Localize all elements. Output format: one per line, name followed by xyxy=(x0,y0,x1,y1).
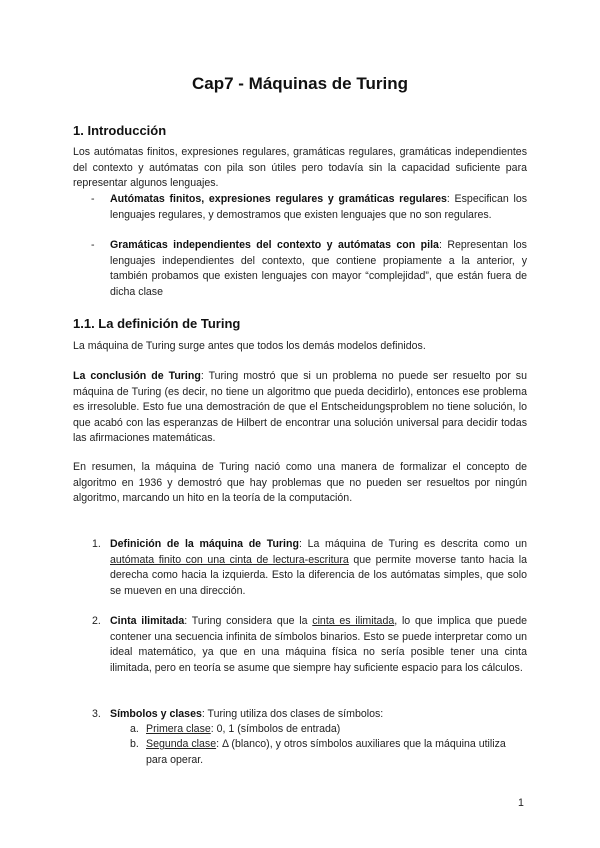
subitem-text: : Δ (blanco), y otros símbolos auxiliares que la máquina utiliza para operar. xyxy=(146,738,506,766)
list-item xyxy=(110,707,527,723)
list-item xyxy=(110,537,527,599)
bullet-marker: - xyxy=(91,193,95,205)
sublist-letter: b. xyxy=(130,738,139,750)
conclusion-paragraph xyxy=(73,369,527,447)
list-number: 2. xyxy=(92,615,101,627)
subitem-text: : 0, 1 (símbolos de entrada) xyxy=(210,723,341,735)
item-text: , lo que implica que puede contener una secuencia infinita de símbolos binarios. Esto se puede interpretar como un ideal matemático, ya que en una máquina física no sería posible tener una cinta ilimitada, pero en teoría se asume que siempre hay suficiente espacio para los cálculos. xyxy=(110,615,528,674)
item-text: : Turing considera que la xyxy=(184,615,313,627)
bullet-text: : Representan los lenguajes independientes del contexto, que contiene propiamente a la anterior, y también probamos que existen lenguajes con mayor “complejidad”, que están fuera de dicha clase xyxy=(110,239,527,298)
item-text: : Turing utiliza dos clases de símbolos: xyxy=(201,708,384,720)
page-title: Cap7 - Máquinas de Turing xyxy=(192,74,408,93)
summary-paragraph: En resumen, la máquina de Turing nació como una manera de formalizar el concepto de algoritmo en 1936 y demostró que hay problemas que no pueden ser resueltos por ningún algoritmo, marcando un hito en la teoría de la computación. xyxy=(73,461,527,505)
bullet-marker: - xyxy=(91,239,95,251)
section-heading-definicion: 1.1. La definición de Turing xyxy=(73,316,241,331)
list-number: 1. xyxy=(92,538,101,550)
bullet-bold: Gramáticas independientes del contexto y autómatas con pila xyxy=(110,239,439,251)
sublist-letter: a. xyxy=(130,723,139,735)
item-bold: Cinta ilimitada xyxy=(110,615,185,627)
bullet-item xyxy=(110,238,527,300)
conclusion-bold: La conclusión de Turing xyxy=(73,370,201,382)
bullet-item xyxy=(110,192,527,223)
bullet-text: : Especifican los lenguajes regulares, y demostramos que existen lenguajes que no son regulares. xyxy=(110,193,528,221)
section-heading-introduccion: 1. Introducción xyxy=(73,123,167,138)
subitem-underline: Segunda clase xyxy=(146,738,217,750)
sublist-item xyxy=(146,737,527,768)
list-item xyxy=(110,614,527,676)
item-text: : La máquina de Turing es descrita como un xyxy=(298,538,527,550)
item-text: que permite moverse tanto hacia la derecha como hacia la izquierda. Esto la diferencia de los autómatas simples, que solo se mueven en una dirección. xyxy=(110,553,527,597)
item-bold: Símbolos y clases xyxy=(110,708,202,720)
sublist-item xyxy=(146,722,527,738)
item-underline: cinta es ilimitada xyxy=(312,615,395,627)
conclusion-text: : Turing mostró que si un problema no puede ser resuelto por su máquina de Turing (es decir, no tiene un algoritmo que pueda decidirlo), entonces ese problema es irresoluble. Esto fue una demostración de que el Entscheidungsproblem no tiene solución, lo que acabó con las esperanzas de Hilbert de encontrar una solución universal para decidir todas las afirmaciones matemáticas. xyxy=(73,370,527,445)
paragraph: La máquina de Turing surge antes que todos los demás modelos definidos. xyxy=(73,340,426,352)
bullet-bold: Autómatas finitos, expresiones regulares y gramáticas regulares xyxy=(110,193,447,205)
item-underline: autómata finito con una cinta de lectura-escritura xyxy=(110,553,349,566)
intro-paragraph: Los autómatas finitos, expresiones regulares, gramáticas regulares, gramáticas independientes del contexto y autómatas con pila son útiles pero todavía sin la capacidad suficiente para representar algunos lenguajes. xyxy=(73,146,527,190)
page-number: 1 xyxy=(518,797,524,809)
item-bold: Definición de la máquina de Turing xyxy=(110,538,299,550)
subitem-underline: Primera clase xyxy=(146,723,211,735)
list-number: 3. xyxy=(92,708,101,720)
